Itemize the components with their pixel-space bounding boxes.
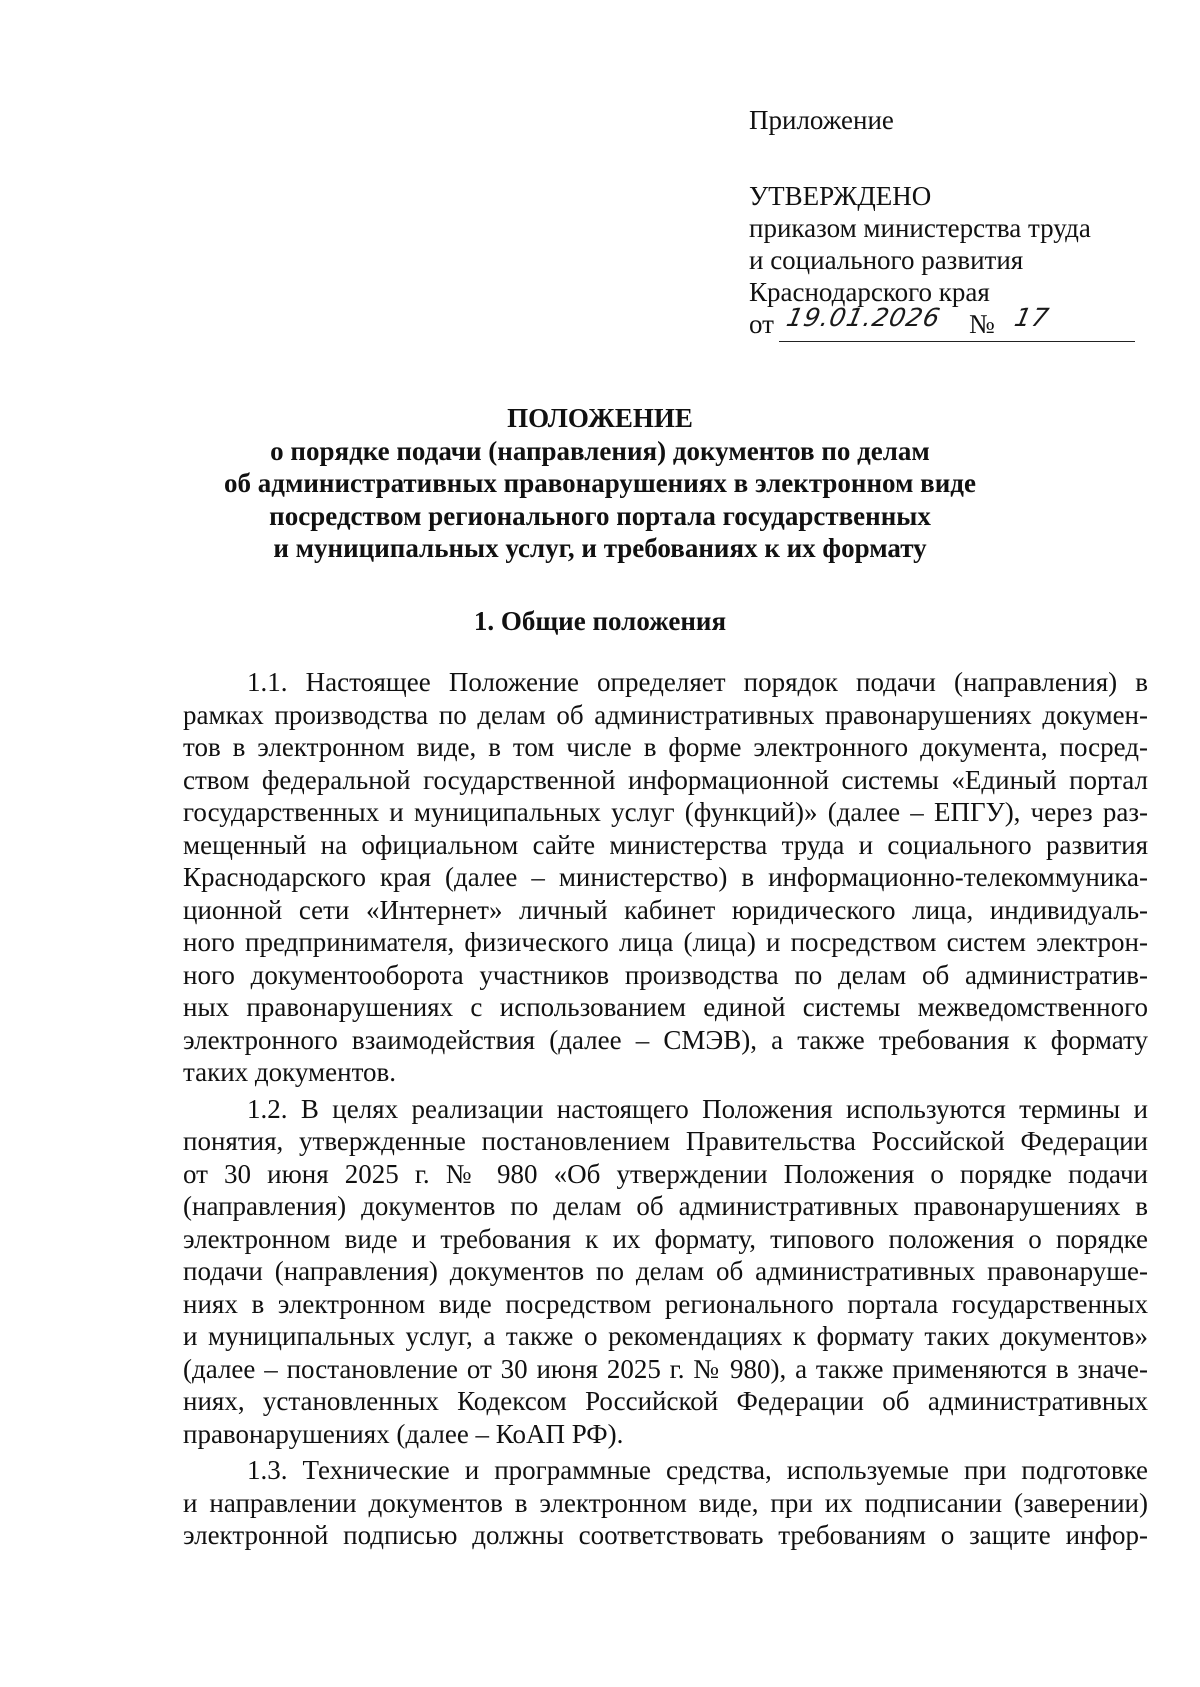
approval-order-line: приказом министерства труда: [749, 213, 1091, 243]
document-body: [183, 666, 1148, 1556]
handwritten-date: 19.01.2026: [784, 303, 944, 332]
text-line: рамках производства по делам об административных правонарушениях докумен-: [183, 699, 1148, 730]
number-sign: №: [969, 309, 995, 339]
text-line: Краснодарского края (далее – министерство) в информационно-телекоммуника-: [183, 862, 1148, 892]
number-field: [1005, 303, 1135, 342]
text-line: электронной подписью должны соответствовать требованиям о защите инфор-: [183, 1520, 1148, 1550]
text-line: (направления) документов по делам об административных правонарушениях в: [183, 1191, 1148, 1221]
text-line: (далее – постановление от 30 июня 2025 г. № 980), а также применяются в значе-: [183, 1353, 1148, 1384]
text-line: и направлении документов в электронном виде, при их подписании (заверении): [183, 1487, 1148, 1518]
text-line: ниях, установленных Кодексом Российской Федерации об административных: [183, 1386, 1148, 1416]
title-line: посредством регионального портала государственных: [269, 500, 931, 531]
document-title: [150, 402, 1050, 565]
text-line: ством федеральной государственной информационной системы «Единый портал: [183, 764, 1148, 795]
text-line: тов в электронном виде, в том числе в форме электронного документа, посред-: [183, 732, 1148, 762]
text-line: 1.3. Технические и программные средства, используемые при подготовке: [247, 1455, 1148, 1485]
text-line: ных правонарушениях с использованием единой системы межведомственного: [183, 992, 1148, 1022]
text-line: электронном виде и требования к их формату, типового положения о порядке: [183, 1223, 1148, 1254]
paragraph-1-1: [183, 666, 1148, 1089]
text-line: мещенный на официальном сайте министерства труда и социального развития: [183, 829, 1148, 860]
text-line: электронного взаимодействия (далее – СМЭВ), а также требования к формату: [183, 1024, 1148, 1055]
title-line: об административных правонарушениях в электронном виде: [224, 468, 976, 498]
approval-ministry-line: и социального развития: [749, 245, 1024, 275]
text-line: и муниципальных услуг, а также о рекомендациях к формату таких документов»: [183, 1321, 1148, 1351]
title-line: и муниципальных услуг, и требованиях к их формату: [273, 533, 927, 563]
text-line: подачи (направления) документов по делам об административных правонаруше-: [183, 1256, 1148, 1286]
approval-date-number-line: [749, 303, 1149, 344]
text-line: ниях в электронном виде посредством регионального портала государственных: [183, 1288, 1148, 1319]
paragraph-1-2: [183, 1093, 1148, 1451]
approval-region-line: Краснодарского края: [749, 277, 990, 307]
attachment-label: Приложение: [749, 105, 894, 135]
text-line: 1.2. В целях реализации настоящего Положения используются термины и: [247, 1093, 1148, 1124]
text-line: ного предпринимателя, физического лица (лица) и посредством систем электрон-: [183, 927, 1148, 957]
handwritten-number: 17: [1012, 303, 1053, 332]
title-line: о порядке подачи (направления) документов по делам: [270, 435, 930, 466]
text-line: государственных и муниципальных услуг (функций)» (далее – ЕПГУ), через раз-: [183, 797, 1148, 827]
text-line: таких документов.: [183, 1057, 397, 1087]
date-prefix: от: [749, 309, 774, 339]
text-line: ционной сети «Интернет» личный кабинет юридического лица, индивидуаль-: [183, 894, 1148, 925]
text-line: понятия, утвержденные постановлением Правительства Российской Федерации: [183, 1126, 1148, 1156]
title-heading: ПОЛОЖЕНИЕ: [507, 403, 693, 433]
approval-block: [749, 104, 1149, 344]
paragraph-1-3: [183, 1454, 1148, 1552]
text-line: 1.1. Настоящее Положение определяет порядок подачи (направления) в: [247, 667, 1148, 697]
approved-label: УТВЕРЖДЕНО: [749, 181, 932, 211]
text-line: ного документооборота участников производства по делам об административ-: [183, 959, 1148, 990]
section-heading: 1. Общие положения: [473, 606, 727, 636]
text-line: правонарушениях (далее – КоАП РФ).: [183, 1418, 624, 1449]
text-line: от 30 июня 2025 г. № 980 «Об утверждении Положения о порядке подачи: [183, 1158, 1148, 1189]
